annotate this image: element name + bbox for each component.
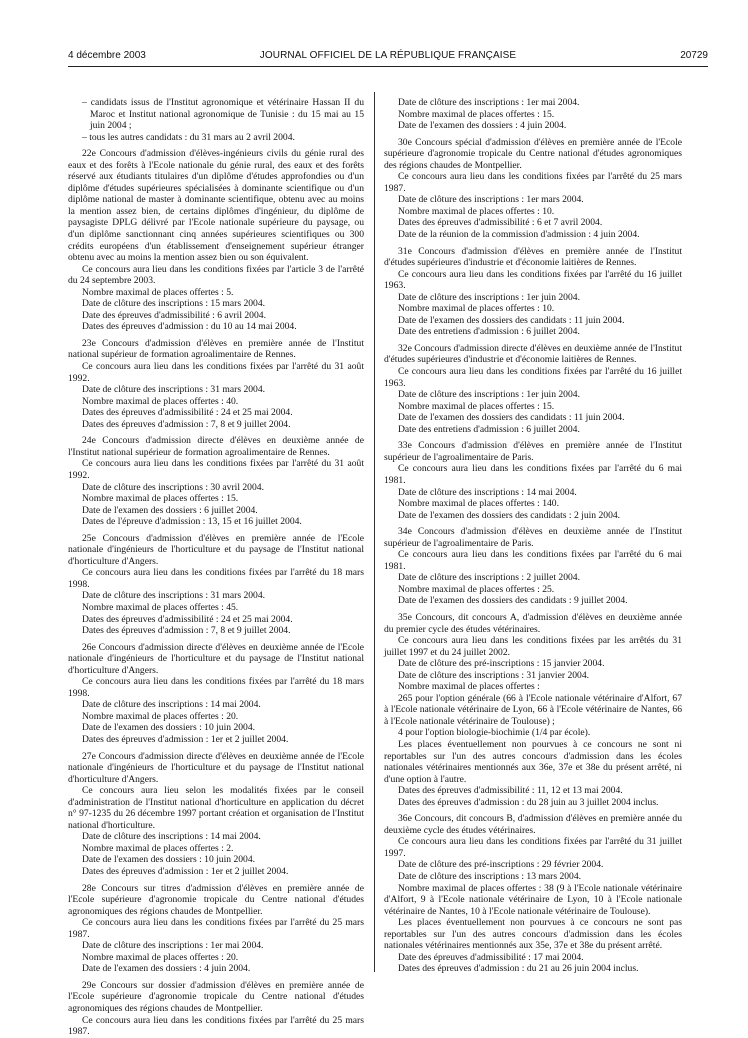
body-paragraph: Ce concours aura lieu dans les conditions fixées par l'arrêté du 6 mai 1981. xyxy=(384,549,682,572)
detail-line: Date de l'examen des dossiers : 4 juin 2004. xyxy=(398,120,567,132)
body-paragraph: Nombre maximal de places offertes : 38 (9 à l'Ecole nationale vétérinaire d'Alfort, 9 à l'Ecole nationale vétérinaire de Lyon, 10 à l'Ecole nationale vétérinaire de Nantes, 10 à l'Ecole nationale vétérinaire de Toulouse). xyxy=(384,882,682,917)
section-heading-paragraph: 22e Concours d'admission d'élèves-ingénieurs civils du génie rural des eaux et des forêts à l'Ecole nationale du génie rural, des eaux et des forêts réservé aux étudiants titulaires d'un diplôme d'études approfondies ou d'un diplôme d'études supérieures spécialisées à dominante scientifique ou d'un diplôme national de master à dominante scientifique, obtenu avec au moins la mention assez bien, de certains diplômes d'ingénieur, du diplôme de paysagiste DPLG délivré par l'Ecole nationale supérieure du paysage, ou d'un diplôme sanctionnant cinq années supérieures scientifiques ou 300 crédits européens d'un établissement d'enseignement supérieur étranger obtenu avec au moins la mention assez bien ou son équivalent. xyxy=(68,148,364,264)
detail-line: Nombre maximal de places offertes : 15. xyxy=(398,108,555,120)
section-heading-paragraph: 31e Concours d'admission d'élèves en première année de l'Institut d'études supérieures d'industrie et d'économie laitières de Rennes. xyxy=(384,245,682,269)
page-number: 20729 xyxy=(680,50,708,61)
detail-line: Date de clôture des inscriptions : 14 mai 2004. xyxy=(398,486,577,498)
body-paragraph: Ce concours aura lieu dans les conditions fixées par l'arrêté du 31 août 1992. xyxy=(68,458,364,481)
body-paragraph: Les places éventuellement non pourvues à ce concours ne sont ni reportables sur l'un des autres concours d'admission dans les écoles nationales vétérinaires mentionnés aux 36e, 37e et 38e du présent arrêté, ni d'une option à l'autre. xyxy=(384,738,682,785)
body-paragraph: Ce concours aura lieu dans les conditions fixées par l'arrêté du 31 juillet 1997. xyxy=(384,836,682,859)
detail-line: Nombre maximal de places offertes : 45. xyxy=(82,601,239,613)
section-heading-paragraph: 34e Concours d'admission d'élèves en deuxième année de l'Institut supérieur de l'agroalimentaire de Paris. xyxy=(384,526,682,549)
section-heading-paragraph: 28e Concours sur titres d'admission d'élèves en première année de l'Ecole supérieure d'agronomie tropicale du Centre national d'études agronomiques des régions chaudes de Montpellier. xyxy=(68,882,364,917)
section-heading-paragraph: 32e Concours d'admission directe d'élèves en deuxième année de l'Institut d'études supérieures d'industrie et d'économie laitières de Rennes. xyxy=(384,342,682,366)
detail-line: Dates des épreuves d'admission : 7, 8 et 9 juillet 2004. xyxy=(82,625,291,637)
section-heading-paragraph: 25e Concours d'admission d'élèves en première année de l'Ecole nationale d'ingénieurs de l'horticulture et du paysage de l'Institut national d'horticulture d'Angers. xyxy=(68,532,364,567)
body-paragraph: 4 pour l'option biologie-biochimie (1/4 par école). xyxy=(398,727,591,739)
detail-line: Dates des épreuves d'admissibilité : 6 et 7 avril 2004. xyxy=(398,217,603,229)
detail-line: Date de l'examen des dossiers : 10 juin 2004. xyxy=(82,722,256,734)
body-paragraph: Ce concours aura lieu dans les conditions fixées par l'arrêté du 16 juillet 1963. xyxy=(384,268,682,292)
detail-line: Date de clôture des inscriptions : 31 mars 2004. xyxy=(82,384,266,396)
body-paragraph: Ce concours aura lieu dans les conditions fixées par l'arrêté du 18 mars 1998. xyxy=(68,567,364,590)
bullet-item: – tous les autres candidats : du 31 mars au 2 avril 2004. xyxy=(82,131,295,143)
detail-line: Nombre maximal de places offertes : 140. xyxy=(398,498,559,510)
journal-title: JOURNAL OFFICIEL DE LA RÉPUBLIQUE FRANÇAISE xyxy=(259,50,517,61)
section-heading-paragraph: 26e Concours d'admission directe d'élèves en deuxième année de l'Ecole nationale d'ingénieurs de l'horticulture et du paysage de l'Institut national d'horticulture d'Angers. xyxy=(68,641,364,676)
body-paragraph: Ce concours aura lieu selon les modalités fixées par le conseil d'administration de l'Institut national d'horticulture en application du décret n° 97-1235 du 26 décembre 1997 portant création et organisation de l'Institut national d'horticulture. xyxy=(68,785,364,831)
detail-line: Date de clôture des inscriptions : 30 avril 2004. xyxy=(82,481,264,493)
left-column xyxy=(68,97,364,1038)
column-divider xyxy=(374,92,375,972)
detail-line: Date de l'examen des dossiers des candidats : 2 juin 2004. xyxy=(398,509,621,521)
detail-line: Date de l'examen des dossiers : 4 juin 2004. xyxy=(82,963,251,975)
detail-line: Dates des épreuves d'admissibilité : 11, 12 et 13 mai 2004. xyxy=(398,785,623,797)
detail-line: Nombre maximal de places offertes : xyxy=(398,681,540,693)
bullet-item: – candidats issus de l'Institut agronomique et vétérinaire Hassan II du Maroc et Institut national agronomique de Tunisie : du 15 mai au 15 juin 2004 ; xyxy=(82,97,364,132)
detail-line: Nombre maximal de places offertes : 2. xyxy=(82,842,234,854)
body-paragraph: Ce concours aura lieu dans les conditions fixées par l'article 3 de l'arrêté du 24 septembre 2003. xyxy=(68,263,364,287)
detail-line: Date de clôture des pré-inscriptions : 15 janvier 2004. xyxy=(398,658,605,670)
section-heading-paragraph: 23e Concours d'admission d'élèves en première année de l'Institut national supérieur de formation agroalimentaire de Rennes. xyxy=(68,337,364,361)
detail-line: Date de clôture des inscriptions : 31 mars 2004. xyxy=(82,590,266,602)
body-paragraph: Ce concours aura lieu dans les conditions fixées par l'arrêté du 18 mars 1998. xyxy=(68,676,364,699)
detail-line: Date des épreuves d'admissibilité : 17 mai 2004. xyxy=(398,951,584,963)
detail-line: Date de clôture des inscriptions : 15 mars 2004. xyxy=(82,298,266,310)
section-heading-paragraph: 33e Concours d'admission d'élèves en première année de l'Institut supérieur de l'agroalimentaire de Paris. xyxy=(384,440,682,463)
body-paragraph: Ce concours aura lieu dans les conditions fixées par l'arrêté du 31 août 1992. xyxy=(68,361,364,384)
body-paragraph: Les places éventuellement non pourvues à ce concours ne sont pas reportables sur l'un des autres concours d'admission dans les écoles nationales vétérinaires mentionnés aux 35e, 37e et 38e du présent arrêté. xyxy=(384,917,682,952)
section-heading-paragraph: 35e Concours, dit concours A, d'admission d'élèves en deuxième année du premier cycle des études vétérinaires. xyxy=(384,611,682,635)
detail-line: Date de clôture des inscriptions : 13 mars 2004. xyxy=(398,871,582,882)
detail-line: Date de clôture des pré-inscriptions : 29 février 2004. xyxy=(398,859,604,871)
detail-line: Date de clôture des inscriptions : 2 juillet 2004. xyxy=(398,572,580,584)
detail-line: Nombre maximal de places offertes : 15. xyxy=(398,400,555,412)
detail-line: Date de l'examen des dossiers : 6 juillet 2004. xyxy=(82,504,258,516)
detail-line: Dates des épreuves d'admission : du 21 au 26 juin 2004 inclus. xyxy=(398,963,639,975)
detail-line: Date de clôture des inscriptions : 1er mai 2004. xyxy=(82,940,264,952)
detail-line: Nombre maximal de places offertes : 5. xyxy=(82,286,234,298)
body-paragraph: Ce concours aura lieu dans les conditions fixées par l'arrêté du 25 mars 1987. xyxy=(68,1014,364,1038)
header-rule xyxy=(68,66,708,67)
detail-line: Nombre maximal de places offertes : 10. xyxy=(398,205,555,217)
detail-line: Date de l'examen des dossiers des candidats : 11 juin 2004. xyxy=(398,314,625,326)
body-paragraph: Ce concours aura lieu dans les conditions fixées par les arrêtés du 31 juillet 1997 et du 24 juillet 2002. xyxy=(384,635,682,658)
detail-line: Nombre maximal de places offertes : 20. xyxy=(82,710,239,722)
detail-line: Date de l'examen des dossiers des candidats : 9 juillet 2004. xyxy=(398,595,628,607)
detail-line: Dates de l'épreuve d'admission : 13, 15 et 16 juillet 2004. xyxy=(82,516,302,528)
detail-line: Date de clôture des inscriptions : 1er juin 2004. xyxy=(398,389,580,401)
body-paragraph: Ce concours aura lieu dans les conditions fixées par l'arrêté du 6 mai 1981. xyxy=(384,463,682,486)
detail-line: Nombre maximal de places offertes : 10. xyxy=(398,303,555,315)
issue-date: 4 décembre 2003 xyxy=(68,50,146,61)
section-heading-paragraph: 30e Concours spécial d'admission d'élèves en première année de l'Ecole supérieure d'agronomie tropicale du Centre national d'études agronomiques des régions chaudes de Montpellier. xyxy=(384,136,682,171)
detail-line: Date de clôture des inscriptions : 14 mai 2004. xyxy=(82,831,261,843)
right-column xyxy=(384,97,682,975)
body-paragraph: Ce concours aura lieu dans les conditions fixées par l'arrêté du 25 mars 1987. xyxy=(384,171,682,194)
section-heading-paragraph: 36e Concours, dit concours B, d'admission d'élèves en première année du deuxième cycle des études vétérinaires. xyxy=(384,813,682,836)
detail-line: Date des entretiens d'admission : 6 juillet 2004. xyxy=(398,326,580,338)
body-paragraph: Ce concours aura lieu dans les conditions fixées par l'arrêté du 25 mars 1987. xyxy=(68,917,364,940)
body-paragraph: 265 pour l'option générale (66 à l'Ecole nationale vétérinaire d'Alfort, 67 à l'Ecole nationale vétérinaire de Lyon, 66 à l'Ecole vétérinaire de Nantes, 66 à l'Ecole nationale vétérinaire de Toulouse) ; xyxy=(384,692,682,727)
detail-line: Dates des épreuves d'admission : 7, 8 et 9 juillet 2004. xyxy=(82,418,291,430)
section-heading-paragraph: 27e Concours d'admission directe d'élèves en deuxième année de l'Ecole nationale d'ingénieurs de l'horticulture et du paysage de l'Institut national d'horticulture d'Angers. xyxy=(68,750,364,785)
detail-line: Nombre maximal de places offertes : 40. xyxy=(82,395,239,407)
detail-line: Date de clôture des inscriptions : 14 mai 2004. xyxy=(82,699,261,711)
detail-line: Nombre maximal de places offertes : 20. xyxy=(82,951,239,963)
detail-line: Dates des épreuves d'admission : du 10 au 14 mai 2004. xyxy=(82,321,297,333)
detail-line: Dates des épreuves d'admissibilité : 24 et 25 mai 2004. xyxy=(82,613,293,625)
detail-line: Date de clôture des inscriptions : 1er mai 2004. xyxy=(398,97,580,108)
detail-line: Date de la réunion de la commission d'admission : 4 juin 2004. xyxy=(398,229,640,241)
detail-line: Date de l'examen des dossiers des candidats : 11 juin 2004. xyxy=(398,412,625,424)
detail-line: Dates des épreuves d'admissibilité : 24 et 25 mai 2004. xyxy=(82,407,293,419)
detail-line: Date des épreuves d'admissibilité : 6 avril 2004. xyxy=(82,309,266,321)
detail-line: Dates des épreuves d'admission : 1er et 2 juillet 2004. xyxy=(82,733,289,745)
detail-line: Date de l'examen des dossiers : 10 juin 2004. xyxy=(82,854,256,866)
page-header xyxy=(68,50,708,66)
detail-line: Date des entretiens d'admission : 6 juillet 2004. xyxy=(398,423,580,435)
body-paragraph: Dates des épreuves d'admission : du 28 juin au 3 juillet 2004 inclus. xyxy=(398,796,659,808)
section-heading-paragraph: 29e Concours sur dossier d'admission d'élèves en première année de l'Ecole supérieure d'agronomie tropicale du Centre national d'études agronomiques des régions chaudes de Montpellier. xyxy=(68,979,364,1015)
detail-line: Date de clôture des inscriptions : 1er juin 2004. xyxy=(398,291,580,303)
detail-line: Nombre maximal de places offertes : 15. xyxy=(82,493,239,505)
detail-line: Nombre maximal de places offertes : 25. xyxy=(398,583,555,595)
section-heading-paragraph: 24e Concours d'admission directe d'élèves en deuxième année de l'Institut national supérieur de formation agroalimentaire de Rennes. xyxy=(68,435,364,458)
body-paragraph: Ce concours aura lieu dans les conditions fixées par l'arrêté du 16 juillet 1963. xyxy=(384,366,682,389)
detail-line: Dates des épreuves d'admission : 1er et 2 juillet 2004. xyxy=(82,866,289,877)
detail-line: Date de clôture des inscriptions : 1er mars 2004. xyxy=(398,194,584,206)
detail-line: Date de clôture des inscriptions : 31 janvier 2004. xyxy=(398,669,590,681)
